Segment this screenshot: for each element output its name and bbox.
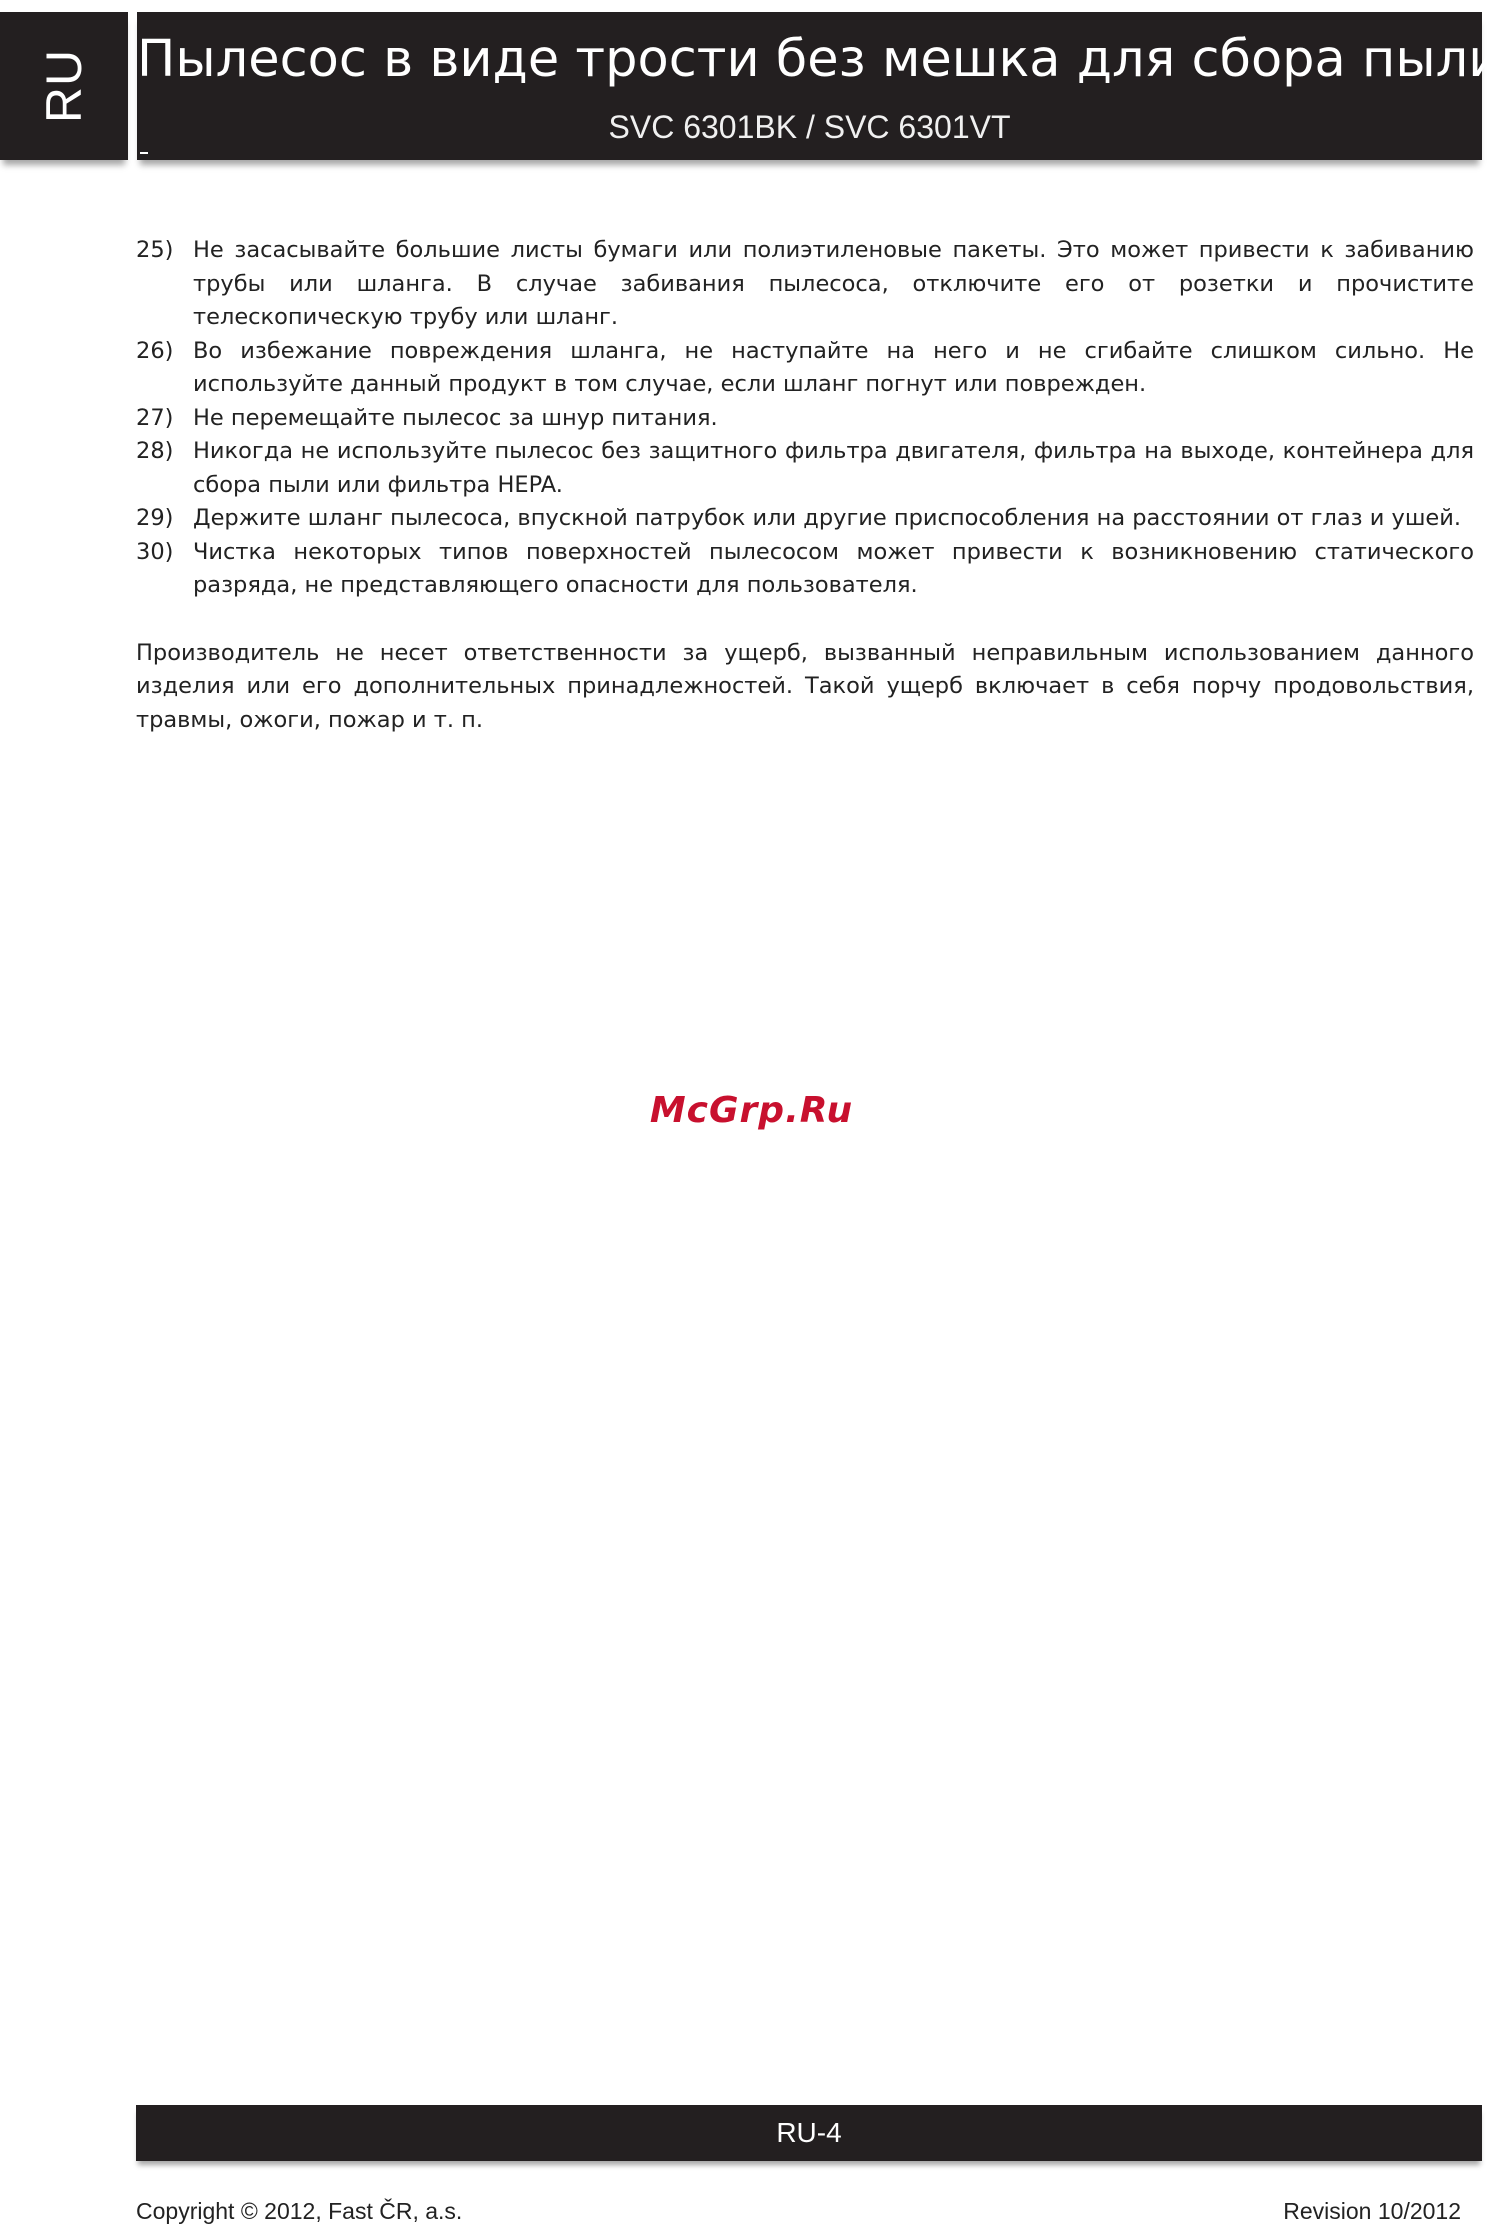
document-body [136, 234, 1474, 737]
header-bar [137, 12, 1502, 160]
watermark: McGrp.Ru [649, 1090, 854, 1131]
list-item [136, 402, 1474, 436]
list-item-number: 26) [136, 337, 174, 364]
list-item-number: 29) [136, 505, 174, 531]
liability-disclaimer: Производитель не несет ответственности за ущерб, вызванный неправильным использованием данного изделия или его дополнительных принадлежностей. Такой ущерб включает в себя порчу продовольствия, травмы, ожоги, пожар и т. п. [136, 639, 1474, 733]
page-number: RU-4 [776, 2117, 842, 2148]
revision-label: Revision 10/2012 [1283, 2198, 1461, 2224]
list-item-text: Никогда не используйте пылесос без защитного фильтра двигателя, фильтра на выходе, контейнера для сбора пыли или фильтра HEPA. [193, 438, 1474, 498]
page-title: Пылесос в виде трости без мешка для сбора пыли [137, 30, 1502, 89]
list-item-number: 27) [136, 404, 174, 431]
list-item-text: Не перемещайте пылесос за шнур питания. [193, 404, 718, 431]
list-item [136, 335, 1474, 402]
list-item [136, 435, 1474, 502]
list-item-number: 28) [136, 438, 174, 464]
copyright-notice: Copyright © 2012, Fast ČR, a.s. [136, 2198, 463, 2224]
list-item [136, 234, 1474, 335]
model-number: SVC 6301BK / SVC 6301VT [608, 109, 1011, 145]
language-tab [0, 12, 128, 160]
list-item-text: Не засасывайте большие листы бумаги или полиэтиленовые пакеты. Это может привести к забиванию трубы или шланга. В случае забивания пылесоса, отключите его от розетки и прочистите телескопическую трубу или шланг. [193, 237, 1474, 330]
list-item-text: Во избежание повреждения шланга, не наступайте на него и не сгибайте слишком сильно. Не используйте данный продукт в том случае, если шланг погнут или поврежден. [193, 337, 1474, 397]
list-item [136, 536, 1474, 603]
list-item-text: Чистка некоторых типов поверхностей пылесосом может привести к возникновению статического разряда, не представляющего опасности для пользователя. [193, 538, 1474, 598]
list-item-text: Держите шланг пылесоса, впускной патрубок или другие приспособления на расстоянии от глаз и ушей. [193, 505, 1462, 531]
list-item [136, 502, 1474, 536]
language-code: RU [36, 48, 92, 124]
list-item-number: 30) [136, 538, 174, 565]
footer-bar [136, 2105, 1482, 2161]
header-tick-mark [140, 152, 148, 154]
list-item-number: 25) [136, 237, 174, 263]
